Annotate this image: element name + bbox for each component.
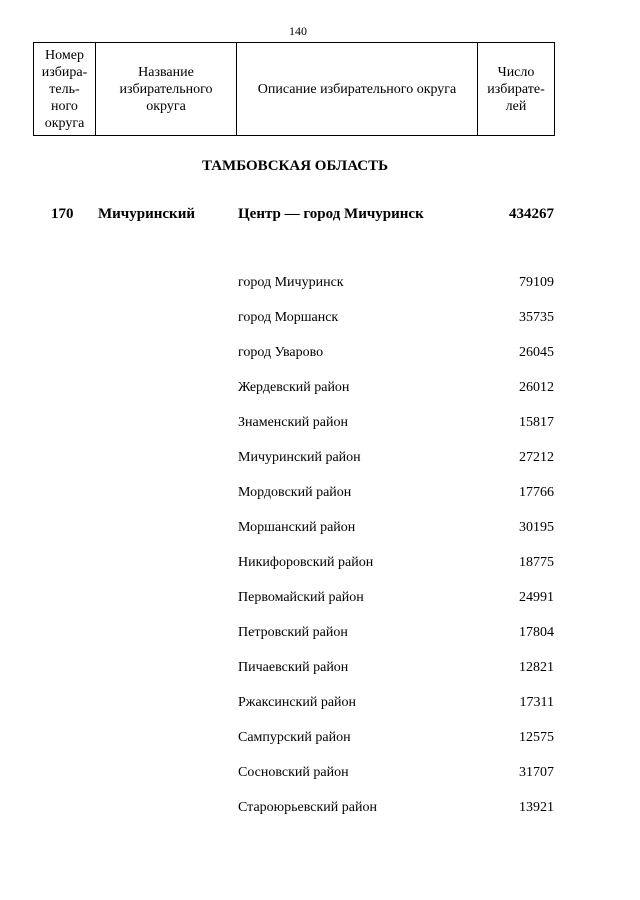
list-item xyxy=(0,730,640,765)
entry-name: Сосновский район xyxy=(238,765,349,780)
entry-name: Ржаксинский район xyxy=(238,695,357,710)
entry-voter-count: 13921 xyxy=(519,800,554,815)
list-item xyxy=(0,520,640,555)
header-district-description: Описание избирательного округа xyxy=(237,43,478,135)
list-item xyxy=(0,625,640,660)
entry-voter-count: 26045 xyxy=(519,345,554,360)
list-item xyxy=(0,590,640,625)
entry-voter-count: 18775 xyxy=(519,555,554,570)
list-item xyxy=(0,450,640,485)
entry-voter-count: 12575 xyxy=(519,730,554,745)
list-item xyxy=(0,555,640,590)
header-district-name: Название избирательного округа xyxy=(96,43,237,135)
list-item xyxy=(0,485,640,520)
header-district-number: Номер избира- тель- ного округа xyxy=(34,43,96,135)
list-item xyxy=(0,695,640,730)
district-name: Мичуринский xyxy=(98,206,195,222)
list-item xyxy=(0,415,640,450)
list-item xyxy=(0,345,640,380)
entry-name: Староюрьевский район xyxy=(238,800,377,815)
entry-voter-count: 12821 xyxy=(519,660,554,675)
district-row xyxy=(0,206,640,226)
entry-name: Первомайский район xyxy=(238,590,364,605)
district-number: 170 xyxy=(51,206,74,222)
entry-name: Никифоровский район xyxy=(238,555,374,570)
entry-name: город Уварово xyxy=(238,345,324,360)
region-title: ТАМБОВСКАЯ ОБЛАСТЬ xyxy=(201,158,389,174)
entry-name: Моршанский район xyxy=(238,520,356,535)
entry-voter-count: 17804 xyxy=(519,625,554,640)
entry-name: Жердевский район xyxy=(238,380,350,395)
entry-voter-count: 17766 xyxy=(519,485,554,500)
entry-name: Петровский район xyxy=(238,625,348,640)
entry-voter-count: 30195 xyxy=(519,520,554,535)
header-voter-count: Число избирате- лей xyxy=(487,64,545,114)
page-number: 140 xyxy=(289,24,307,38)
district-center: Центр — город Мичуринск xyxy=(238,206,424,222)
entry-voter-count: 31707 xyxy=(519,765,554,780)
district-voter-count: 434267 xyxy=(509,206,554,222)
entry-voter-count: 17311 xyxy=(519,695,554,710)
list-item xyxy=(0,275,640,310)
entry-name: город Моршанск xyxy=(238,310,339,325)
entry-name: Мичуринский район xyxy=(238,450,361,465)
entry-voter-count: 27212 xyxy=(519,450,554,465)
list-item xyxy=(0,660,640,695)
entry-name: город Мичуринск xyxy=(238,275,344,290)
entries-list xyxy=(0,275,640,835)
entry-voter-count: 79109 xyxy=(519,275,554,290)
list-item xyxy=(0,380,640,415)
entry-name: Сампурский район xyxy=(238,730,351,745)
entry-name: Знаменский район xyxy=(238,415,348,430)
list-item xyxy=(0,310,640,345)
entry-name: Мордовский район xyxy=(238,485,352,500)
entry-name: Пичаевский район xyxy=(238,660,349,675)
list-item xyxy=(0,800,640,835)
table-header xyxy=(33,42,555,136)
entry-voter-count: 35735 xyxy=(519,310,554,325)
list-item xyxy=(0,765,640,800)
entry-voter-count: 24991 xyxy=(519,590,554,605)
entry-voter-count: 26012 xyxy=(519,380,554,395)
entry-voter-count: 15817 xyxy=(519,415,554,430)
